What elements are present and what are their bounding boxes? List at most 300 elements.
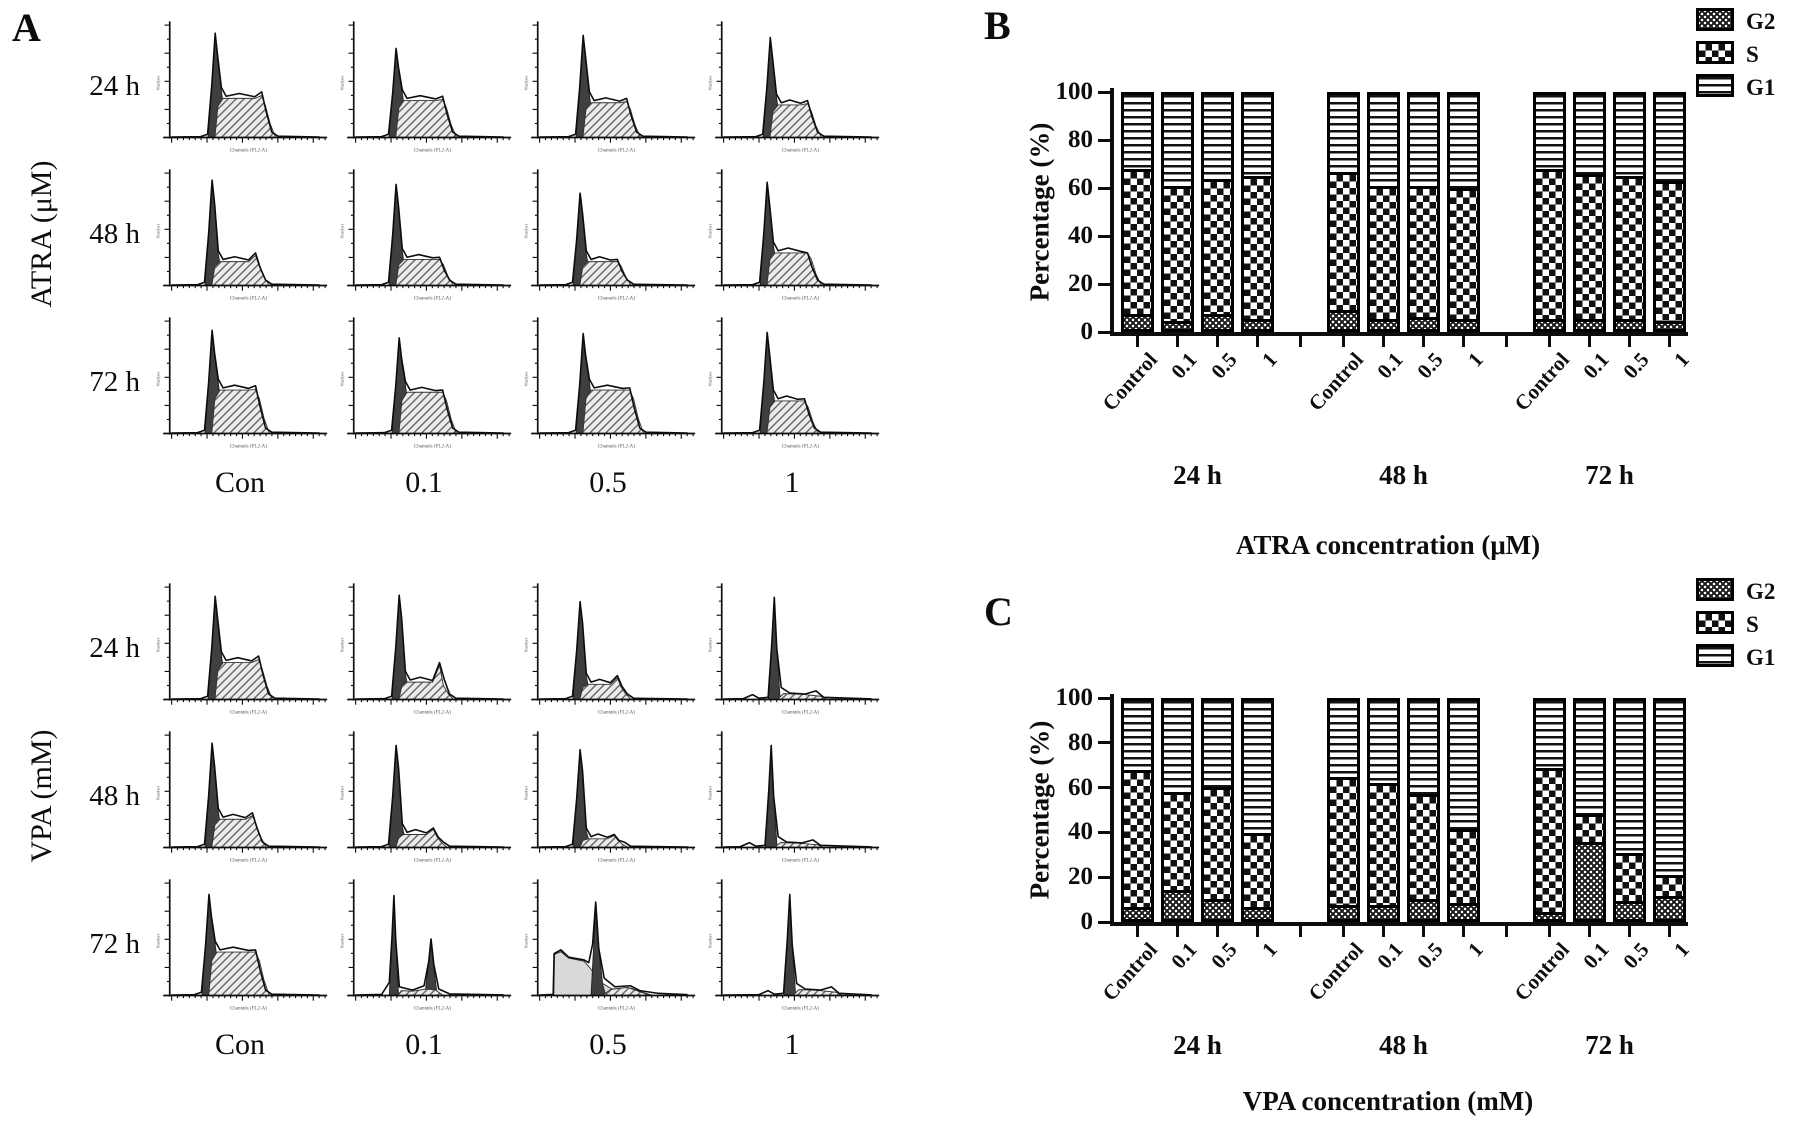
hist-y-axis-label: Number xyxy=(523,637,529,653)
bar-segment-S xyxy=(1330,780,1357,909)
col-label-Con: Con xyxy=(214,1028,265,1061)
bar-segment-G1 xyxy=(1204,701,1231,790)
x-tick xyxy=(1462,336,1465,347)
x-tick-label: 0.1 xyxy=(1372,937,1408,974)
y-tick xyxy=(1098,187,1110,190)
legend-swatch-G2 xyxy=(1696,578,1734,601)
flow-histogram xyxy=(519,311,697,453)
hist-y-axis-label: Number xyxy=(523,371,529,387)
hist-cell xyxy=(516,160,700,308)
stacked-bar xyxy=(1327,92,1360,332)
hist-x-axis-label: Channels (FL2-A) xyxy=(781,709,820,716)
y-tick xyxy=(1098,235,1110,238)
stacked-bar xyxy=(1241,92,1274,332)
bar-segment-G2 xyxy=(1244,910,1271,919)
hist-y-axis-label: Number xyxy=(523,75,529,91)
hist-y-axis-label: Number xyxy=(339,371,345,387)
hist-y-axis-label: Number xyxy=(707,637,713,653)
x-tick-label: Control xyxy=(1509,347,1574,416)
hist-y-axis-label: Number xyxy=(339,637,345,653)
panel-c-label: C xyxy=(984,589,1013,634)
bar-segment-S xyxy=(1656,184,1683,324)
x-tick xyxy=(1505,336,1508,347)
stacked-bar xyxy=(1367,92,1400,332)
hist-x-axis-label: Channels (FL2-A) xyxy=(597,1005,636,1012)
x-tick-label: 1 xyxy=(1462,937,1488,962)
hist-cell xyxy=(332,12,516,160)
x-tick xyxy=(1668,926,1671,937)
hist-x-axis-label: Channels (FL2-A) xyxy=(229,295,268,302)
hist-x-axis-label: Channels (FL2-A) xyxy=(413,295,452,302)
atra-treatment-axis-label: ATRA (μM) xyxy=(25,160,58,308)
flow-histogram xyxy=(519,15,697,157)
x-tick-label: 0.5 xyxy=(1618,347,1654,384)
y-tick xyxy=(1098,91,1110,94)
hist-x-axis-label: Channels (FL2-A) xyxy=(781,443,820,450)
hist-x-axis-label: Channels (FL2-A) xyxy=(597,295,636,302)
x-tick xyxy=(1256,926,1259,937)
hist-x-axis-label: Channels (FL2-A) xyxy=(781,147,820,154)
hist-y-axis-label: Number xyxy=(155,933,161,949)
hist-cell xyxy=(516,308,700,456)
bar-segment-G1 xyxy=(1244,95,1271,179)
bar-segment-G1 xyxy=(1536,701,1563,771)
hist-x-axis-label: Channels (FL2-A) xyxy=(229,857,268,864)
group-label: 24 h xyxy=(1173,1030,1222,1060)
stacked-bar xyxy=(1161,92,1194,332)
x-tick xyxy=(1136,926,1139,937)
y-tick xyxy=(1098,831,1110,834)
flow-histogram xyxy=(151,15,329,157)
x-tick-label: 0.5 xyxy=(1412,937,1448,974)
hist-y-axis-label: Number xyxy=(707,223,713,239)
bar-segment-S xyxy=(1656,878,1683,900)
hist-x-axis-label: Channels (FL2-A) xyxy=(229,1005,268,1012)
bar-segment-G1 xyxy=(1616,95,1643,179)
bar-segment-G2 xyxy=(1616,322,1643,329)
bar-segment-G1 xyxy=(1656,95,1683,184)
g1-peak-region xyxy=(765,748,777,847)
hist-x-axis-label: Channels (FL2-A) xyxy=(781,295,820,302)
row-label-72h: 72 h xyxy=(89,927,140,960)
hist-cell xyxy=(148,308,332,456)
x-tick-label: Control xyxy=(1097,347,1162,416)
bar-segment-G2 xyxy=(1164,893,1191,919)
bar-segment-G2 xyxy=(1164,324,1191,329)
flow-histogram xyxy=(151,873,329,1015)
bar-segment-S xyxy=(1450,832,1477,906)
bar-segment-G1 xyxy=(1330,701,1357,779)
y-tick xyxy=(1098,741,1110,744)
x-tick xyxy=(1548,926,1551,937)
bar-segment-G2 xyxy=(1450,322,1477,329)
hist-x-axis-label: Channels (FL2-A) xyxy=(413,709,452,716)
bar-segment-S xyxy=(1164,795,1191,893)
atra-histogram-grid xyxy=(84,12,884,604)
hist-cell xyxy=(148,722,332,870)
bar-segment-G2 xyxy=(1536,322,1563,329)
bar-segment-G2 xyxy=(1370,322,1397,329)
hist-y-axis-label: Number xyxy=(155,785,161,801)
bar-segment-S xyxy=(1124,773,1151,910)
bar-segment-G1 xyxy=(1330,95,1357,175)
hist-y-axis-label: Number xyxy=(155,371,161,387)
hist-cell xyxy=(700,12,884,160)
x-tick xyxy=(1299,926,1302,937)
bar-segment-G2 xyxy=(1410,320,1437,329)
bar-segment-S xyxy=(1616,856,1643,904)
y-tick-label: 60 xyxy=(1068,773,1093,801)
row-label-24h: 24 h xyxy=(89,69,140,102)
stacked-bar xyxy=(1201,698,1234,922)
bar-segment-G2 xyxy=(1330,313,1357,329)
legend-swatch-S xyxy=(1696,41,1734,64)
x-tick-label: 1 xyxy=(1256,937,1282,962)
s-phase-region xyxy=(396,100,457,138)
stacked-bar xyxy=(1613,92,1646,332)
legend-swatch-G2 xyxy=(1696,8,1734,31)
y-axis-title: Percentage (%) xyxy=(1024,122,1055,302)
flow-histogram xyxy=(335,873,513,1015)
x-tick xyxy=(1505,926,1508,937)
x-tick-label: 0.1 xyxy=(1372,347,1408,384)
hist-cell xyxy=(332,308,516,456)
histogram-envelope xyxy=(539,750,687,847)
x-tick xyxy=(1588,336,1591,347)
hist-cell xyxy=(332,870,516,1018)
bar-segment-G1 xyxy=(1124,701,1151,773)
bar-segment-S xyxy=(1576,177,1603,322)
hist-cell xyxy=(332,722,516,870)
x-tick-label: Control xyxy=(1303,347,1368,416)
hist-cell xyxy=(516,870,700,1018)
hist-x-axis-label: Channels (FL2-A) xyxy=(781,1005,820,1012)
hist-cell xyxy=(148,870,332,1018)
y-tick xyxy=(1098,786,1110,789)
panel-a-label: A xyxy=(12,5,41,50)
hist-cell xyxy=(700,160,884,308)
col-label-0.1: 0.1 xyxy=(405,1028,443,1061)
hist-x-axis-label: Channels (FL2-A) xyxy=(413,1005,452,1012)
flow-histogram xyxy=(703,163,881,305)
hist-x-axis-label: Channels (FL2-A) xyxy=(229,709,268,716)
x-tick xyxy=(1628,336,1631,347)
flow-histogram xyxy=(519,725,697,867)
y-tick-label: 100 xyxy=(1055,684,1093,711)
panel-b-label: B xyxy=(984,3,1011,48)
stacked-bar xyxy=(1327,698,1360,922)
bar-segment-G1 xyxy=(1536,95,1563,172)
hist-cell xyxy=(700,870,884,1018)
hist-y-axis-label: Number xyxy=(523,223,529,239)
flow-histogram xyxy=(151,577,329,719)
bar-segment-G1 xyxy=(1410,701,1437,797)
legend-label-G1: G1 xyxy=(1746,75,1776,100)
flow-histogram xyxy=(519,577,697,719)
hist-cell xyxy=(148,160,332,308)
hist-y-axis-label: Number xyxy=(339,75,345,91)
flow-histogram xyxy=(151,311,329,453)
y-tick-label: 40 xyxy=(1068,818,1093,846)
bar-segment-G1 xyxy=(1450,95,1477,191)
legend-label-S: S xyxy=(1746,612,1759,637)
x-axis-title: ATRA concentration (μM) xyxy=(1235,530,1541,560)
stacked-bar xyxy=(1201,92,1234,332)
flow-histogram xyxy=(151,163,329,305)
hist-y-axis-label: Number xyxy=(155,75,161,91)
bar-segment-G2 xyxy=(1204,902,1231,919)
col-label-0.5: 0.5 xyxy=(589,466,627,499)
stacked-bar xyxy=(1653,92,1686,332)
legend-swatch-G1 xyxy=(1696,74,1734,97)
bar-segment-S xyxy=(1536,771,1563,915)
col-label-0.1: 0.1 xyxy=(405,466,443,499)
bar-segment-S xyxy=(1330,175,1357,313)
stacked-bar xyxy=(1613,698,1646,922)
hist-y-axis-label: Number xyxy=(707,785,713,801)
bar-segment-S xyxy=(1370,786,1397,908)
y-tick xyxy=(1098,331,1110,334)
stacked-bar xyxy=(1533,698,1566,922)
hist-x-axis-label: Channels (FL2-A) xyxy=(413,147,452,154)
y-tick-label: 40 xyxy=(1068,222,1093,249)
vpa-treatment-axis-label: VPA (mM) xyxy=(25,729,58,863)
bar-segment-S xyxy=(1244,836,1271,910)
bar-segment-G2 xyxy=(1656,899,1683,919)
bar-segment-S xyxy=(1616,179,1643,322)
y-tick-label: 80 xyxy=(1068,126,1093,153)
bar-segment-G2 xyxy=(1656,324,1683,329)
x-tick-label: 1 xyxy=(1668,937,1694,962)
bar-segment-G2 xyxy=(1536,915,1563,919)
flow-histogram xyxy=(335,725,513,867)
y-tick xyxy=(1098,697,1110,700)
bar-segment-G1 xyxy=(1410,95,1437,189)
x-tick xyxy=(1176,336,1179,347)
group-label: 48 h xyxy=(1379,460,1428,490)
flow-histogram xyxy=(703,725,881,867)
row-label-24h: 24 h xyxy=(89,631,140,664)
hist-cell xyxy=(700,574,884,722)
hist-y-axis-label: Number xyxy=(707,75,713,91)
x-tick xyxy=(1216,336,1219,347)
x-tick xyxy=(1422,336,1425,347)
y-tick-label: 20 xyxy=(1068,270,1093,297)
hist-x-axis-label: Channels (FL2-A) xyxy=(413,857,452,864)
hist-cell xyxy=(700,308,884,456)
col-label-spacer xyxy=(84,1018,148,1072)
stacked-bar xyxy=(1241,698,1274,922)
hist-y-axis-label: Number xyxy=(339,933,345,949)
x-tick xyxy=(1136,336,1139,347)
x-tick xyxy=(1299,336,1302,347)
flow-histogram xyxy=(703,311,881,453)
x-tick-label: Control xyxy=(1097,937,1162,1006)
x-axis-line xyxy=(1110,332,1688,336)
y-tick xyxy=(1098,283,1110,286)
x-tick xyxy=(1422,926,1425,937)
hist-y-axis-label: Number xyxy=(339,785,345,801)
y-tick xyxy=(1098,921,1110,924)
flow-histogram xyxy=(703,577,881,719)
s-phase-region xyxy=(215,96,276,138)
histogram-envelope xyxy=(723,894,871,995)
bar-segment-G1 xyxy=(1656,701,1683,878)
g1-peak-region xyxy=(784,897,796,995)
row-label-48h: 48 h xyxy=(89,217,140,250)
bar-segment-G2 xyxy=(1616,904,1643,919)
y-tick-label: 80 xyxy=(1068,728,1093,756)
stacked-bar xyxy=(1121,698,1154,922)
stacked-bar xyxy=(1573,92,1606,332)
x-tick xyxy=(1548,336,1551,347)
col-label-1: 1 xyxy=(784,466,800,499)
col-label-spacer xyxy=(84,456,148,510)
x-tick-label: 1 xyxy=(1462,347,1488,372)
x-tick xyxy=(1382,336,1385,347)
legend-swatch-S xyxy=(1696,611,1734,634)
bar-segment-G2 xyxy=(1576,845,1603,919)
stacked-bar xyxy=(1407,698,1440,922)
hist-cell xyxy=(148,574,332,722)
row-label-72h: 72 h xyxy=(89,365,140,398)
hist-x-axis-label: Channels (FL2-A) xyxy=(597,147,636,154)
group-label: 72 h xyxy=(1585,460,1634,490)
hist-cell xyxy=(332,574,516,722)
hist-x-axis-label: Channels (FL2-A) xyxy=(597,709,636,716)
stacked-bar xyxy=(1533,92,1566,332)
x-tick xyxy=(1176,926,1179,937)
bar-segment-S xyxy=(1370,189,1397,322)
stacked-bar xyxy=(1367,698,1400,922)
hist-cell xyxy=(700,722,884,870)
col-label-0.5: 0.5 xyxy=(589,1028,627,1061)
hist-cell xyxy=(332,160,516,308)
stacked-bar xyxy=(1161,698,1194,922)
bar-segment-G1 xyxy=(1576,701,1603,817)
flow-histogram xyxy=(519,873,697,1015)
x-tick xyxy=(1256,336,1259,347)
legend-label-G1: G1 xyxy=(1746,645,1776,670)
x-tick-label: 0.1 xyxy=(1578,347,1614,384)
bar-segment-S xyxy=(1450,191,1477,322)
hist-cell xyxy=(516,12,700,160)
hist-y-axis-label: Number xyxy=(155,637,161,653)
bar-segment-G1 xyxy=(1244,701,1271,836)
hist-y-axis-label: Number xyxy=(707,371,713,387)
hist-x-axis-label: Channels (FL2-A) xyxy=(413,443,452,450)
bar-segment-G2 xyxy=(1410,902,1437,919)
group-label: 24 h xyxy=(1173,460,1222,490)
x-tick-label: Control xyxy=(1303,937,1368,1006)
x-tick xyxy=(1382,926,1385,937)
x-tick-label: 0.5 xyxy=(1206,937,1242,974)
stacked-bar xyxy=(1447,698,1480,922)
y-axis-line xyxy=(1110,88,1114,336)
stacked-bar xyxy=(1653,698,1686,922)
y-tick-label: 0 xyxy=(1080,318,1093,345)
y-tick xyxy=(1098,876,1110,879)
histogram-envelope xyxy=(723,597,871,699)
bar-segment-G1 xyxy=(1370,701,1397,786)
y-tick-label: 20 xyxy=(1068,863,1093,891)
bar-segment-G2 xyxy=(1244,322,1271,329)
bar-segment-S xyxy=(1410,797,1437,902)
col-label-1: 1 xyxy=(784,1028,800,1061)
x-tick-label: 0.5 xyxy=(1206,347,1242,384)
y-axis-title: Percentage (%) xyxy=(1024,720,1055,900)
y-tick-label: 60 xyxy=(1068,174,1093,201)
bar-segment-S xyxy=(1164,189,1191,325)
bar-segment-G1 xyxy=(1164,95,1191,189)
stacked-bar xyxy=(1447,92,1480,332)
legend-label-S: S xyxy=(1746,42,1759,67)
hist-y-axis-label: Number xyxy=(707,933,713,949)
bar-segment-G1 xyxy=(1450,701,1477,832)
hist-cell xyxy=(148,12,332,160)
y-tick-label: 100 xyxy=(1055,78,1093,105)
bar-segment-S xyxy=(1124,172,1151,317)
histogram-envelope xyxy=(723,745,871,847)
x-tick xyxy=(1342,926,1345,937)
x-tick xyxy=(1588,926,1591,937)
flow-histogram xyxy=(703,15,881,157)
g1-peak-region xyxy=(768,600,780,699)
hist-y-axis-label: Number xyxy=(523,785,529,801)
bar-segment-G2 xyxy=(1124,317,1151,329)
stacked-bar xyxy=(1407,92,1440,332)
bar-segment-G2 xyxy=(1450,906,1477,919)
y-tick xyxy=(1098,139,1110,142)
legend-label-G2: G2 xyxy=(1746,9,1776,34)
hist-cell xyxy=(516,574,700,722)
stacked-bar xyxy=(1573,698,1606,922)
x-tick xyxy=(1342,336,1345,347)
x-tick xyxy=(1216,926,1219,937)
bar-segment-G2 xyxy=(1576,322,1603,329)
bar-segment-G2 xyxy=(1124,910,1151,919)
x-tick xyxy=(1628,926,1631,937)
bar-segment-G1 xyxy=(1616,701,1643,856)
hist-y-axis-label: Number xyxy=(155,223,161,239)
hist-x-axis-label: Channels (FL2-A) xyxy=(597,443,636,450)
x-tick-label: 1 xyxy=(1256,347,1282,372)
flow-histogram xyxy=(151,725,329,867)
group-label: 72 h xyxy=(1585,1030,1634,1060)
y-tick-label: 0 xyxy=(1080,908,1093,935)
x-tick xyxy=(1668,336,1671,347)
bar-segment-G2 xyxy=(1370,908,1397,919)
flow-histogram xyxy=(703,873,881,1015)
vpa-histogram-grid xyxy=(84,574,884,1143)
hist-cell xyxy=(516,722,700,870)
hist-x-axis-label: Channels (FL2-A) xyxy=(229,147,268,154)
hist-x-axis-label: Channels (FL2-A) xyxy=(229,443,268,450)
bar-segment-G2 xyxy=(1330,908,1357,919)
flow-histogram xyxy=(335,15,513,157)
hist-y-axis-label: Number xyxy=(523,933,529,949)
row-label-48h: 48 h xyxy=(89,779,140,812)
bar-segment-G2 xyxy=(1204,317,1231,329)
bar-segment-S xyxy=(1204,182,1231,318)
flow-histogram xyxy=(519,163,697,305)
flow-histogram xyxy=(335,577,513,719)
x-tick-label: 0.1 xyxy=(1166,347,1202,384)
x-tick-label: 1 xyxy=(1668,347,1694,372)
x-axis-title: VPA concentration (mM) xyxy=(1242,1086,1534,1116)
bar-segment-S xyxy=(1410,189,1437,320)
x-tick-label: 0.1 xyxy=(1578,937,1614,974)
